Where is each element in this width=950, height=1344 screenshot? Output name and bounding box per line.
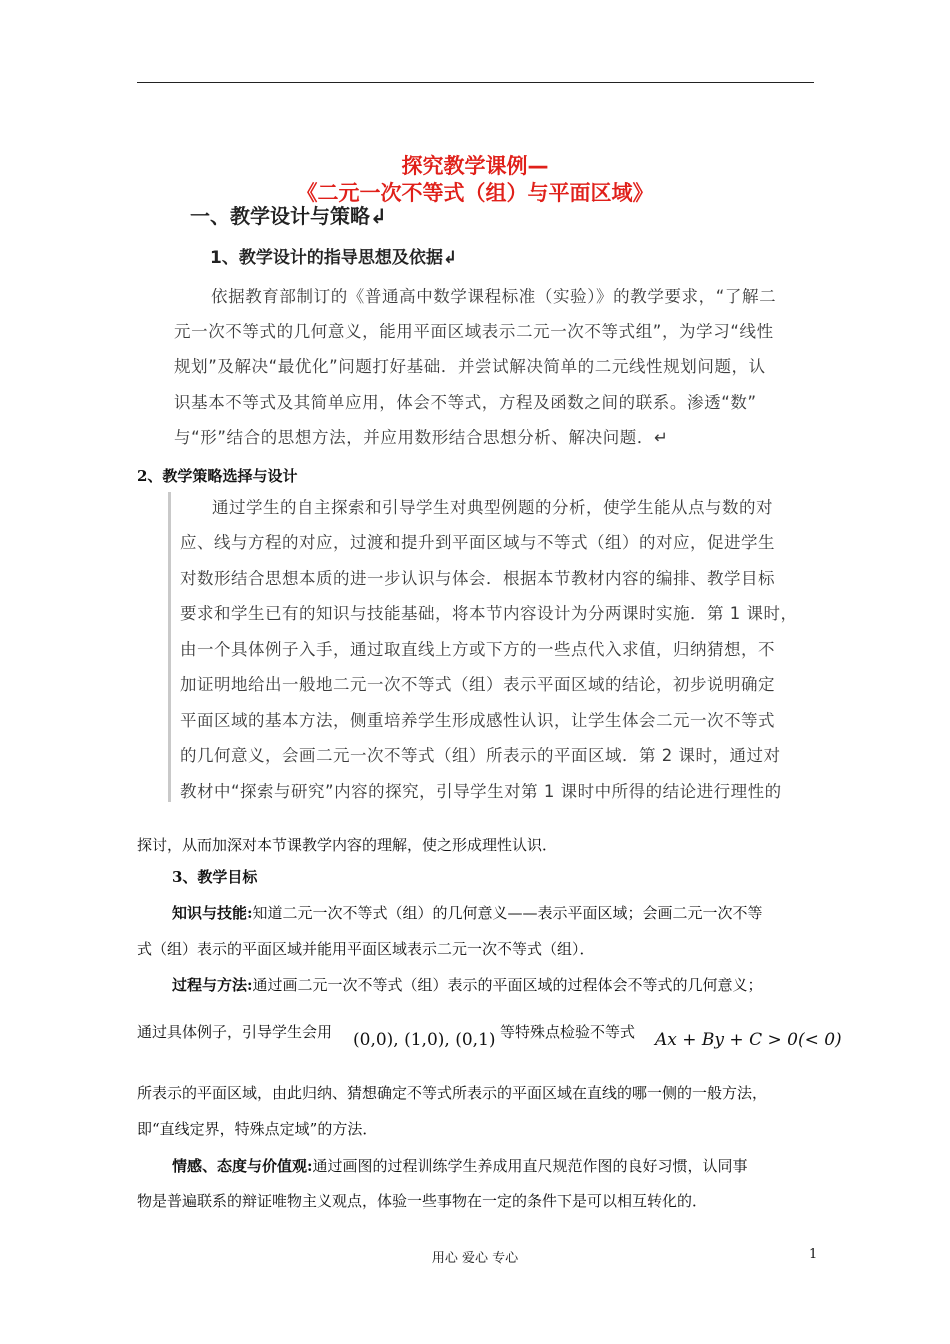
title-line-2: 《二元一次不等式（组）与平面区域》: [296, 181, 654, 205]
emotion-line-2: 物是普遍联系的辩证唯物主义观点，体验一些事物在一定的条件下是可以相互转化的．: [137, 1192, 708, 1210]
footer-text: 用心 爱心 专心: [431, 1251, 519, 1266]
process-line-2a: 通过具体例子，引导学生会用: [137, 1023, 333, 1041]
header-rule: [137, 82, 814, 83]
section2-para-line: 的几何意义，会画二元一次不等式（组）所表示的平面区域．第 2 课时，通过对: [180, 746, 781, 765]
section1-heading: 一、教学设计与策略↲: [190, 204, 387, 228]
page-number: 1: [809, 1247, 818, 1262]
section2-para-line: 加证明地给出一般地二元一次不等式（组）表示平面区域的结论，初步说明确定: [180, 675, 775, 694]
knowledge-text: 知道二元一次不等式（组）的几何意义——表示平面区域；会画二元一次不等: [252, 904, 763, 922]
process-line-1: [172, 974, 763, 995]
title-line-1: 探究教学课例—: [401, 154, 549, 178]
section1-para-line: 元一次不等式的几何意义，能用平面区域表示二元一次不等式组”，为学习“线性: [174, 322, 774, 341]
knowledge-line-1: [172, 902, 763, 923]
section1-para-line: 与“形”结合的思想方法，并应用数形结合思想分析、解决问题．↵: [174, 428, 669, 447]
section2-para-line: 平面区域的基本方法，侧重培养学生形成感性认识，让学生体会二元一次不等式: [180, 711, 775, 730]
emotion-label: 情感、态度与价值观:: [172, 1157, 313, 1175]
math-special-points: (0,0), (1,0), (0,1): [353, 1030, 496, 1050]
emotion-text: 通过画图的过程训练学生养成用直尺规范作图的良好习惯，认同事: [312, 1157, 748, 1175]
section1-para-line: 规划”及解决“最优化”问题打好基础．并尝试解决简单的二元线性规划问题，认: [174, 357, 766, 376]
quote-bar: [168, 492, 171, 802]
section2-para-line: 通过学生的自主探索和引导学生对典型例题的分析，使学生能从点与数的对: [212, 498, 773, 517]
section2-para-line: 教材中“探索与研究”内容的探究，引导学生对第 1 课时中所得的结论进行理性的: [180, 782, 782, 801]
section1-para-line: 依据教育部制订的《普通高中数学课程标准（实验）》的教学要求，“了解二: [211, 287, 777, 306]
process-line-3: 所表示的平面区域，由此归纳、猜想确定不等式所表示的平面区域在直线的哪一侧的一般方法，: [137, 1084, 768, 1102]
process-line-2b: 等特殊点检验不等式: [500, 1023, 636, 1041]
section2-heading: 2、教学策略选择与设计: [137, 467, 298, 485]
section2-para-line: 要求和学生已有的知识与技能基础，将本节内容设计为分两课时实施．第 1 课时，: [180, 604, 798, 623]
process-text: 通过画二元一次不等式（组）表示的平面区域的过程体会不等式的几何意义；: [252, 976, 763, 994]
section2-para-line: 由一个具体例子入手，通过取直线上方或下方的一些点代入求值，归纳猜想，不: [180, 640, 775, 659]
section1-sub-heading: 1、教学设计的指导思想及依据↲: [210, 248, 458, 268]
section1-para-line: 识基本不等式及其简单应用，体会不等式，方程及函数之间的联系。渗透“数”: [174, 393, 757, 412]
process-label: 过程与方法:: [172, 976, 253, 994]
math-inequality: Ax + By + C > 0(< 0): [655, 1030, 842, 1050]
process-line-4: 即“直线定界，特殊点定域”的方法．: [137, 1120, 378, 1138]
emotion-line-1: [172, 1155, 748, 1176]
section2-para-line: 对数形结合思想本质的进一步认识与体会．根据本节教材内容的编排、教学目标: [180, 569, 775, 588]
knowledge-line-2: 式（组）表示的平面区域并能用平面区域表示二元一次不等式（组）．: [137, 940, 595, 958]
section3-heading: 3、教学目标: [172, 868, 258, 886]
knowledge-label: 知识与技能:: [172, 904, 253, 922]
section2-continuation: 探讨，从而加深对本节课教学内容的理解，使之形成理性认识．: [137, 836, 558, 854]
section2-para-line: 应、线与方程的对应，过渡和提升到平面区域与不等式（组）的对应，促进学生: [180, 533, 775, 552]
